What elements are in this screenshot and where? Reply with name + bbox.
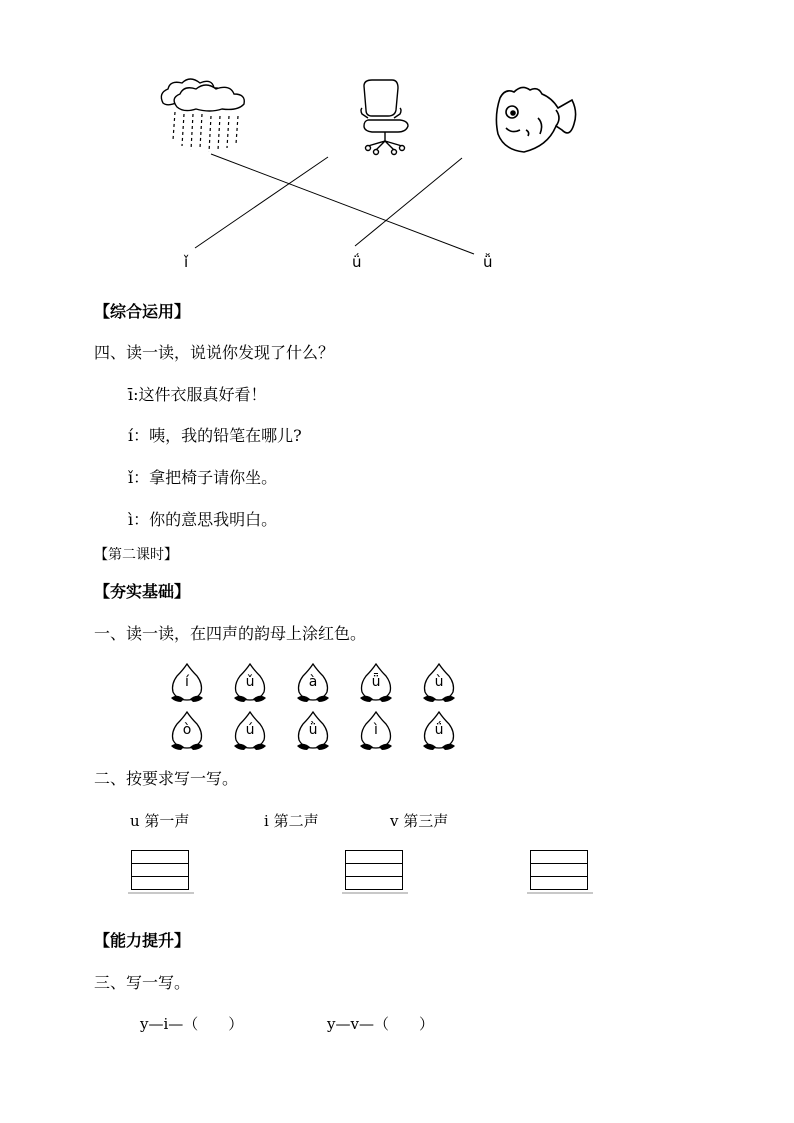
q4-line-1: ī:这件衣服真好看！ [128, 385, 267, 404]
grid-shadow [527, 892, 593, 894]
peach-item[interactable] [421, 710, 463, 752]
q4-line-4: ì：你的意思我明白。 [128, 510, 278, 529]
question-1-title: 一、读一读，在四声的韵母上涂红色。 [94, 624, 367, 643]
question-2-title: 二、按要求写一写。 [94, 769, 239, 788]
grid-shadow [128, 892, 194, 894]
rain-cloud-icon [161, 79, 244, 152]
peach-item[interactable] [358, 662, 400, 704]
match-label-2: ǘ [352, 253, 362, 271]
peach-label: ú [245, 722, 255, 738]
peach-item[interactable] [169, 710, 211, 752]
lesson-heading: 【第二课时】 [94, 547, 178, 563]
section-heading-nengli: 【能力提升】 [94, 931, 191, 950]
peach-label: ì [374, 722, 378, 738]
peach-label: í [185, 674, 189, 690]
q3-item-1[interactable]: y—i—（ ） [140, 1015, 244, 1033]
peach-item[interactable] [232, 710, 274, 752]
match-line [211, 154, 474, 254]
writing-grid-1[interactable] [131, 850, 189, 890]
peach-item[interactable] [232, 662, 274, 704]
q2-prompt-3: v 第三声 [390, 812, 449, 830]
match-lines [195, 154, 474, 254]
match-label-3: ǚ [483, 253, 493, 271]
fish-icon [496, 87, 575, 152]
matching-illustration [0, 0, 794, 290]
peach-item[interactable] [421, 662, 463, 704]
question-4-title: 四、读一读，说说你发现了什么？ [94, 343, 335, 362]
peach-item[interactable] [295, 710, 337, 752]
match-line [195, 157, 328, 248]
question-3-title: 三、写一写。 [94, 973, 191, 992]
peach-item[interactable] [169, 662, 211, 704]
section-heading-hangshi: 【夯实基础】 [94, 582, 191, 601]
peach-label: ǜ [308, 722, 318, 738]
match-line [355, 158, 462, 246]
peach-item[interactable] [295, 662, 337, 704]
peach-label: ò [182, 722, 192, 738]
peach-item[interactable] [358, 710, 400, 752]
match-label-1: ǐ [184, 253, 189, 271]
q2-prompt-2: i 第二声 [264, 812, 319, 830]
peach-label: à [308, 674, 318, 690]
peach-label: ǘ [434, 722, 444, 738]
q3-item-2[interactable]: y—v—（ ） [327, 1015, 434, 1033]
grid-shadow [342, 892, 408, 894]
chair-icon [361, 80, 408, 155]
peach-label: ǔ [245, 674, 255, 690]
writing-grid-3[interactable] [530, 850, 588, 890]
peach-label: ǖ [371, 674, 381, 690]
writing-grid-2[interactable] [345, 850, 403, 890]
q4-line-3: ǐ：拿把椅子请你坐。 [128, 468, 278, 487]
peach-label: ù [434, 674, 444, 690]
section-heading-zonghe: 【综合运用】 [94, 302, 191, 321]
q4-line-2: í：咦，我的铅笔在哪儿? [128, 426, 302, 445]
q2-prompt-1: u 第一声 [130, 812, 190, 830]
